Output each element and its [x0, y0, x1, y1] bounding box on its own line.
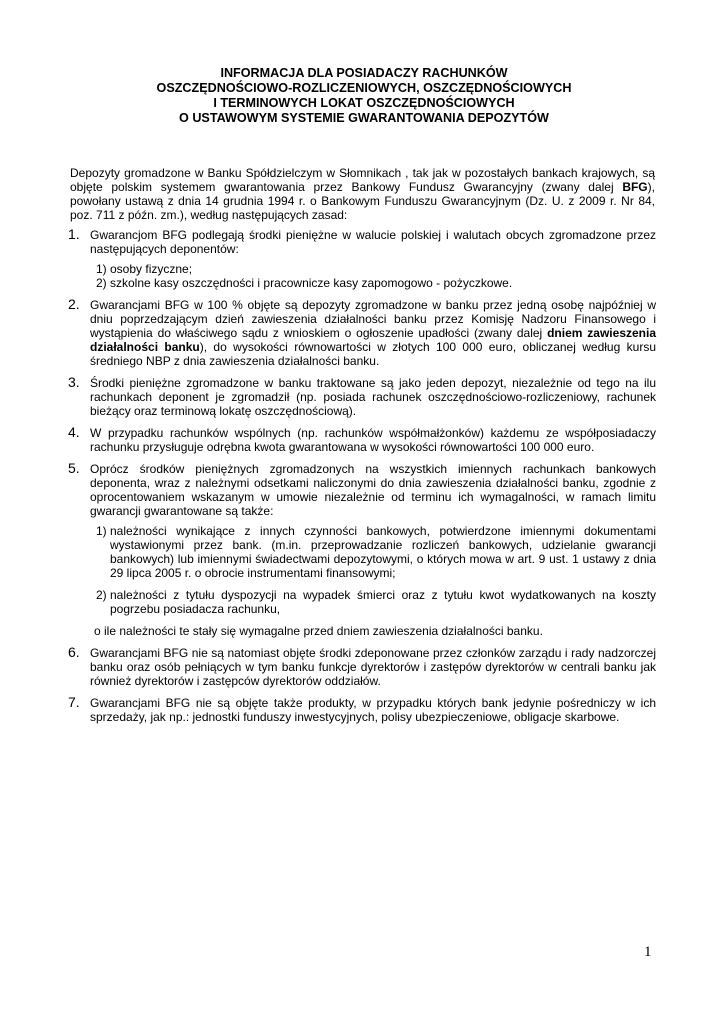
intro-text: Depozyty gromadzone w Banku Spółdzielczym w Słomnikach , tak jak w pozostałych bankach krajowych, są objęte polskim systemem gwarantowania przez Bankowy Fundusz Gwarancyjny (zwany dalej: [70, 166, 655, 194]
title-line: O USTAWOWYM SYSTEMIE GWARANTOWANIA DEPOZYTÓW: [179, 111, 549, 125]
rule-item-5: [70, 462, 656, 638]
intro-text-cont: ), powołany ustawą z dnia 14 grudnia 1994 r. o Bankowym Funduszu Gwarancyjnym (Dz. U. z 2009 r. Nr 84, poz. 711 z późn. zm.), według następujących zasad:: [70, 180, 655, 222]
sub-item: [90, 262, 656, 276]
sub-text: należności z tytułu dyspozycji na wypadek śmierci oraz z tytułu kwot wydatkowanych na koszty pogrzebu posiadacza rachunku,: [110, 588, 656, 616]
sub-number: 2): [96, 588, 107, 602]
sub-number: 2): [96, 276, 107, 290]
rule-item-3: [70, 376, 656, 418]
intro-paragraph: [70, 166, 655, 222]
rule-text-bold: dniem zawieszenia działalności banku: [90, 326, 656, 354]
title-line: I TERMINOWYCH LOKAT OSZCZĘDNOŚCIOWYCH: [213, 96, 515, 110]
rule-text-cont: ), do wysokości równowartości w złotych 100 000 euro, obliczanej według kursu średniego NBP z dnia zawieszenia działalności banku.: [90, 340, 656, 368]
rule-item-4: [70, 426, 656, 454]
page-number: 1: [644, 944, 652, 960]
intro-bfg-bold: BFG: [622, 180, 648, 194]
sub-number: 1): [96, 524, 107, 538]
sub-text: szkolne kasy oszczędności i pracownicze kasy zapomogowo - pożyczkowe.: [110, 276, 513, 290]
rule-number: 5.: [68, 460, 80, 476]
sub-number: 1): [96, 262, 107, 276]
document-title: [90, 66, 638, 126]
rule-number: 7.: [68, 694, 80, 710]
rule-item-7: [70, 696, 656, 724]
rule-number: 1.: [68, 226, 80, 242]
sub-item: [90, 524, 656, 580]
sub-text: należności wynikające z innych czynności bankowych, potwierdzone imiennymi dokumentami wystawionymi przez bank. (m.in. przeprowadzanie rozliczeń bankowych, udzielanie gwarancji bankowych) lub imiennymi świadectwami depozytowymi, o których mowa w art. 9 ust. 1 ustawy z dnia 29 lipca 2005 r. o obrocie instrumentami finansowymi;: [110, 524, 656, 580]
rule-number: 3.: [68, 374, 80, 390]
rule-text: Gwarancjom BFG podlegają środki pieniężne w walucie polskiej i walutach obcych zgromadzone przez następujących deponentów:: [90, 228, 656, 256]
rules-list: [70, 228, 656, 732]
title-line: INFORMACJA DLA POSIADACZY RACHUNKÓW: [220, 66, 508, 80]
rule-text: Oprócz środków pieniężnych zgromadzonych na wszystkich imiennych rachunkach bankowych deponenta, wraz z należnymi odsetkami naliczonymi do dnia zawieszenia działalności banku, zgodnie z oprocentowaniem wskazanym w umowie niezależnie od terminu ich wymagalności, w ramach limitu gwarancji gwarantowane są także:: [90, 462, 656, 518]
rule-number: 2.: [68, 296, 80, 312]
rule-item-2: [70, 298, 656, 368]
rule-number: 4.: [68, 424, 80, 440]
rule-text: Gwarancjami BFG nie są natomiast objęte środki zdeponowane przez członków zarządu i rady nadzorczej banku oraz osób pełniących w tym banku funkcje dyrektorów i zastępów dyrektorów w centrali banku jak również dyrektorów i zastępców dyrektorów oddziałów.: [90, 646, 656, 688]
sub-item: [90, 276, 656, 290]
sub-text: osoby fizyczne;: [110, 262, 193, 276]
rule-item-1: [70, 228, 656, 290]
rule-text: Gwarancjami BFG nie są objęte także produkty, w przypadku których bank jedynie pośredniczy w ich sprzedaży, jak np.: jednostki funduszy inwestycyjnych, polisy ubezpieczeniowe, obligacje skarbowe.: [90, 696, 656, 724]
sub-item: [90, 588, 656, 616]
rule-number: 6.: [68, 644, 80, 660]
rule-text: Gwarancjami BFG w 100 % objęte są depozyty zgromadzone w banku przez jedną osobę najpóźniej w dniu poprzedzającym dzień zawieszenia działalności banku przez Komisję Nadzoru Finansowego i wystąpienia do właściwego sądu z wnioskiem o ogłoszenie upadłości (zwany dalej: [90, 298, 656, 340]
rule-text: Środki pieniężne zgromadzone w banku traktowane są jako jeden depozyt, niezależnie od tego na ilu rachunkach deponent je zgromadził (np. posiada rachunek oszczędnościowo-rozliczeniowy, rachunek bieżący oraz terminową lokatę oszczędnościową).: [90, 376, 656, 418]
rule-item-6: [70, 646, 656, 688]
title-line: OSZCZĘDNOŚCIOWO-ROZLICZENIOWYCH, OSZCZĘDNOŚCIOWYCH: [156, 81, 572, 95]
rule-tail-text: o ile należności te stały się wymagalne przed dniem zawieszenia działalności banku.: [94, 624, 543, 638]
rule-text: W przypadku rachunków wspólnych (np. rachunków współmałżonków) każdemu ze współposiadaczy rachunku przysługuje odrębna kwota gwarantowana w wysokości równowartości 100 000 euro.: [90, 426, 656, 454]
